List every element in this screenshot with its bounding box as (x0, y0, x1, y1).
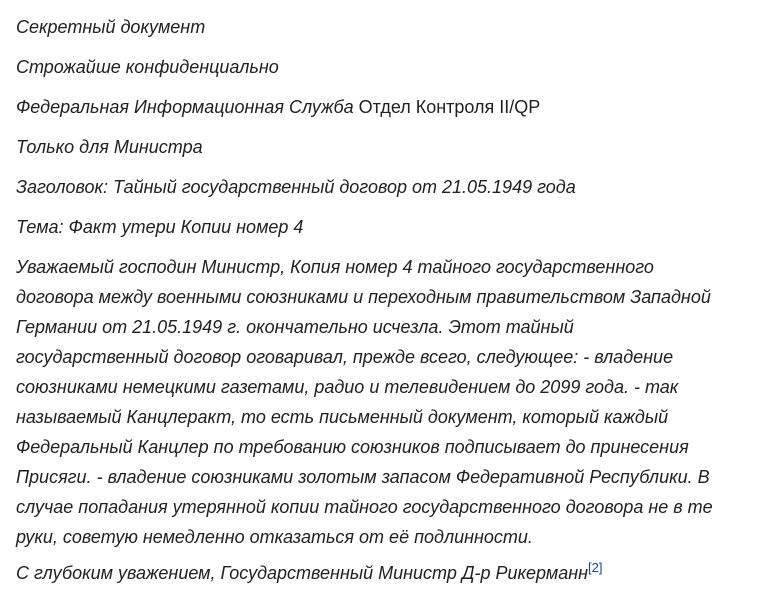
body-line: Федеральный Канцлер по требованию союзников подписывает до принесения (16, 437, 689, 457)
body-line: государственный договор оговаривал, прежде всего, следующее: - владение (16, 347, 674, 367)
secret-label: Секретный документ (16, 17, 206, 37)
body-line: руки, советую немедленно отказаться от её подлинности. (16, 527, 533, 547)
document-title: Заголовок: Тайный государственный договор от 21.05.1949 года (16, 177, 576, 197)
body-line: случае попадания утерянной копии тайного государственного договора не в те (16, 497, 713, 517)
body-line: союзниками немецкими газетами, радио и телевидением до 2099 года. - так (16, 377, 679, 397)
body-line: Уважаемый господин Министр, Копия номер 4 тайного государственного (16, 257, 654, 277)
agency-department: Отдел Контроля II/QP (353, 97, 541, 117)
addressee-line: Только для Министра (16, 137, 203, 157)
signature-text: С глубоким уважением, Государственный Министр Д-р Рикерманн (16, 563, 589, 583)
signature-line (16, 558, 754, 588)
body-line: называемый Канцлеракт, то есть письменный документ, который каждый (16, 407, 669, 427)
reference-link[interactable]: [2] (588, 560, 603, 575)
agency-name: Федеральная Информационная Служба (16, 97, 354, 117)
body-line: Германии от 21.05.1949 г. окончательно исчезла. Этот тайный (16, 317, 574, 337)
body-line: Присяги. - владение союзниками золотым запасом Федеративной Республики. В (16, 467, 710, 487)
body-line: договора между военными союзниками и переходным правительством Западной (16, 287, 711, 307)
agency-line (16, 92, 754, 122)
body-paragraph (16, 252, 754, 552)
confidential-label: Строжайше конфиденциально (16, 57, 279, 77)
document-topic: Тема: Факт утери Копии номер 4 (16, 217, 304, 237)
